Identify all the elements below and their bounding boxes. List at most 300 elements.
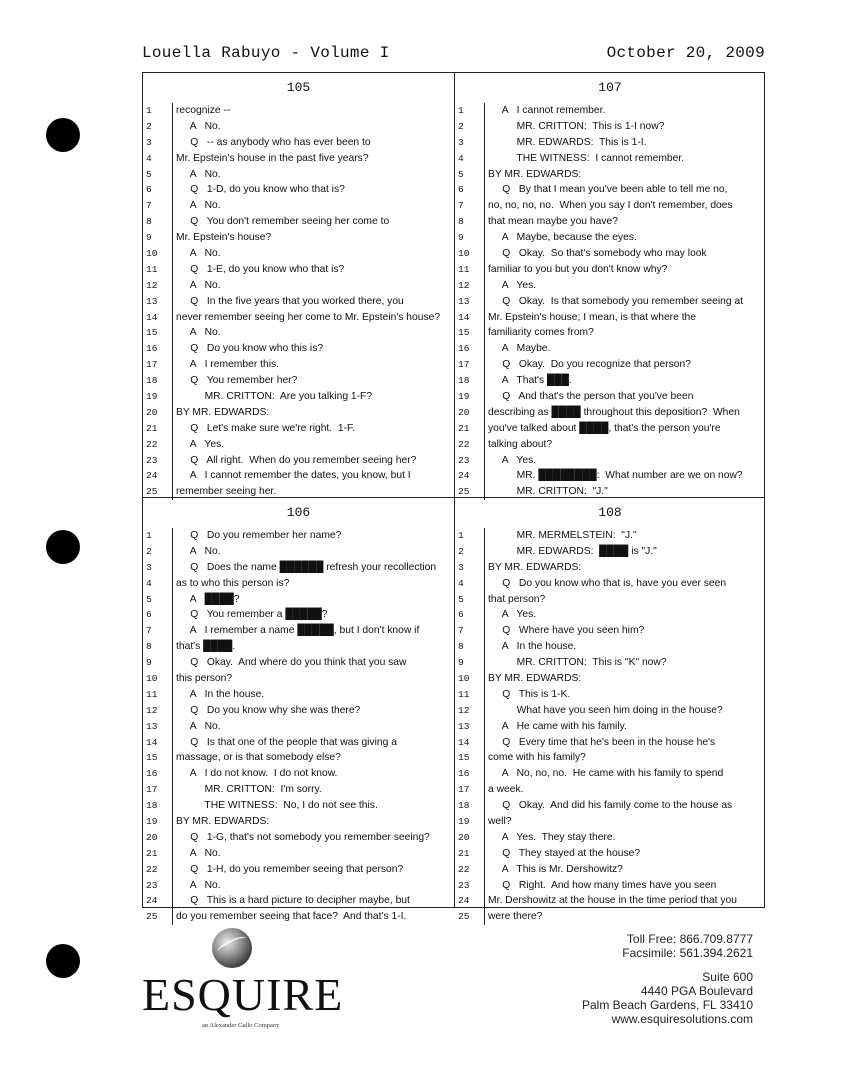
line-text: no, no, no, no. When you say I don't remember, does	[488, 200, 733, 212]
transcript-line	[143, 846, 454, 862]
line-number-rule	[172, 214, 173, 230]
line-text: MR. EDWARDS: This is 1-I.	[488, 136, 647, 148]
line-text: remember seeing her.	[176, 486, 277, 498]
transcript-line	[143, 719, 454, 735]
line-number: 7	[458, 625, 464, 637]
line-text: Q By that I mean you've been able to tell me no,	[488, 184, 728, 196]
line-number: 22	[146, 863, 158, 875]
line-number-rule	[172, 893, 173, 909]
line-text: were there?	[488, 911, 543, 923]
line-text: Q Okay. Is that somebody you remember seeing at	[488, 295, 744, 307]
transcript-line	[455, 389, 765, 405]
line-number-rule	[172, 103, 173, 119]
transcript-line	[143, 341, 454, 357]
line-text: A No.	[176, 545, 221, 557]
line-number: 21	[146, 422, 158, 434]
line-number-rule	[172, 623, 173, 639]
line-number-rule	[172, 814, 173, 830]
line-number: 11	[146, 688, 158, 700]
line-number-rule	[172, 405, 173, 421]
line-number: 12	[146, 704, 158, 716]
transcript-line	[455, 151, 765, 167]
line-number-rule	[484, 639, 485, 655]
line-number: 18	[458, 375, 470, 387]
line-text: A Maybe, because the eyes.	[488, 232, 637, 244]
line-number: 14	[146, 736, 158, 748]
page-number: 105	[286, 80, 311, 95]
transcript-line	[455, 846, 765, 862]
transcript-line	[455, 735, 765, 751]
transcript-line	[143, 703, 454, 719]
line-number-rule	[484, 135, 485, 151]
line-text: Mr. Epstein's house in the past five years?	[176, 152, 369, 164]
transcript-line	[143, 639, 454, 655]
transcript-line	[455, 246, 765, 262]
transcript-line	[143, 750, 454, 766]
line-text: describing as ████ throughout this deposition? When	[488, 406, 740, 418]
line-number: 17	[458, 359, 470, 371]
transcript-line	[455, 294, 765, 310]
line-number-rule	[484, 830, 485, 846]
line-number: 20	[146, 831, 158, 843]
line-text: Q Every time that he's been in the house he's	[488, 736, 716, 748]
line-number: 16	[146, 343, 158, 355]
line-text: talking about?	[488, 438, 553, 450]
line-text: MR. CRITTON: Are you talking 1-F?	[176, 391, 373, 403]
transcript-line	[143, 655, 454, 671]
transcript-line	[455, 103, 765, 119]
transcript-line	[143, 262, 454, 278]
line-text: A No.	[176, 248, 221, 260]
transcript-line	[143, 468, 454, 484]
line-text: BY MR. EDWARDS:	[176, 406, 270, 418]
line-number-rule	[484, 310, 485, 326]
line-text: A In the house.	[488, 641, 577, 653]
line-text: BY MR. EDWARDS:	[176, 816, 270, 828]
line-number-rule	[172, 798, 173, 814]
line-text: A He came with his family.	[488, 720, 627, 732]
line-text: THE WITNESS: I cannot remember.	[488, 152, 685, 164]
line-text: Q Let's make sure we're right. 1-F.	[176, 422, 356, 434]
line-number: 11	[146, 263, 158, 275]
line-number: 4	[146, 577, 152, 589]
transcript-page-105	[143, 73, 454, 497]
transcript-line	[143, 182, 454, 198]
line-text: come with his family?	[488, 752, 586, 764]
transcript-line	[455, 325, 765, 341]
transcript-line	[143, 528, 454, 544]
line-text: A No, no, no. He came with his family to spend	[488, 768, 724, 780]
transcript-line	[143, 862, 454, 878]
line-number-rule	[172, 421, 173, 437]
line-number: 19	[458, 816, 470, 828]
page-number: 107	[598, 80, 622, 95]
transcript-line	[455, 357, 765, 373]
line-text: Q This is 1-K.	[488, 688, 571, 700]
binder-hole-1	[46, 118, 80, 152]
line-number: 16	[458, 343, 470, 355]
line-text: do you remember seeing that face? And that's 1-I.	[176, 911, 407, 923]
transcript-line	[143, 623, 454, 639]
line-number-rule	[484, 198, 485, 214]
transcript-line	[143, 278, 454, 294]
line-number-rule	[484, 405, 485, 421]
line-number: 1	[458, 105, 464, 116]
transcript-line	[143, 830, 454, 846]
transcript-line	[455, 750, 765, 766]
brand-name: ESQUIRE	[142, 969, 344, 1020]
brand-tagline: an Alexander Gallo Company	[202, 1022, 280, 1029]
line-number-rule	[484, 103, 485, 119]
transcript-line	[455, 639, 765, 655]
line-number-rule	[172, 151, 173, 167]
line-text: BY MR. EDWARDS:	[488, 673, 582, 685]
line-text: A No.	[176, 120, 221, 132]
transcript-line	[455, 198, 765, 214]
line-number-rule	[484, 357, 485, 373]
page-lines	[143, 103, 454, 500]
deposition-date: October 20, 2009	[606, 44, 765, 62]
line-text: MR. ████████: What number are we on now?	[488, 470, 743, 482]
line-number: 4	[458, 152, 464, 164]
line-text: Q Does the name ██████ refresh your recollection	[176, 561, 437, 573]
transcript-line	[143, 437, 454, 453]
line-number-rule	[172, 766, 173, 782]
line-number: 14	[458, 311, 470, 323]
line-number: 9	[146, 232, 152, 244]
line-text: Q Do you remember her name?	[176, 530, 342, 541]
line-number-rule	[484, 607, 485, 623]
line-number-rule	[172, 167, 173, 183]
transcript-line	[455, 703, 765, 719]
line-number-rule	[484, 862, 485, 878]
line-number: 22	[458, 438, 470, 450]
line-number-rule	[172, 560, 173, 576]
transcript-line	[143, 357, 454, 373]
transcript-line	[143, 373, 454, 389]
transcript-line	[143, 893, 454, 909]
line-number-rule	[484, 623, 485, 639]
line-number-rule	[172, 750, 173, 766]
line-number: 1	[146, 530, 152, 541]
line-text: MR. EDWARDS: ████ is "J."	[488, 545, 657, 557]
transcript-line	[455, 830, 765, 846]
facsimile: Facsimile: 561.394.2621	[622, 946, 753, 960]
line-number-rule	[172, 592, 173, 608]
line-text: Q All right. When do you remember seeing her?	[176, 454, 417, 466]
line-number-rule	[484, 671, 485, 687]
line-number: 8	[458, 641, 464, 653]
line-text: Mr. Epstein's house; I mean, is that where the	[488, 311, 697, 323]
line-number-rule	[172, 607, 173, 623]
line-text: A No.	[176, 327, 221, 339]
line-number-rule	[484, 437, 485, 453]
line-text: familiarity comes from?	[488, 327, 594, 339]
line-number: 9	[146, 657, 152, 669]
line-text: MR. CRITTON: "J."	[488, 486, 608, 498]
line-number: 5	[146, 168, 152, 180]
line-number-rule	[172, 341, 173, 357]
line-number-rule	[484, 909, 485, 925]
line-text: MR. CRITTON: This is 1-I now?	[488, 120, 665, 132]
line-number: 18	[146, 375, 158, 387]
line-text: MR. CRITTON: I'm sorry.	[176, 784, 322, 796]
line-number: 7	[458, 200, 464, 212]
suite: Suite 600	[702, 970, 753, 984]
transcript-line	[143, 325, 454, 341]
transcript-line	[455, 814, 765, 830]
line-number: 8	[146, 641, 152, 653]
line-number-rule	[484, 167, 485, 183]
line-text: that mean maybe you have?	[488, 216, 618, 228]
transcript-line	[455, 119, 765, 135]
line-text: A That's ███.	[488, 375, 572, 387]
line-text: Q 1-D, do you know who that is?	[176, 184, 345, 196]
transcript-line	[143, 544, 454, 560]
line-number: 14	[458, 736, 470, 748]
line-text: Q Right. And how many times have you seen	[488, 879, 717, 891]
line-number-rule	[484, 325, 485, 341]
line-number: 5	[458, 168, 464, 180]
line-number: 20	[146, 406, 158, 418]
line-text: A No.	[176, 720, 221, 732]
line-text: massage, or is that somebody else?	[176, 752, 341, 764]
line-text: A I remember a name █████, but I don't know if	[176, 625, 420, 637]
binder-hole-2	[46, 530, 80, 564]
line-number: 10	[146, 673, 158, 685]
line-text: Q This is a hard picture to decipher maybe, but	[176, 895, 410, 907]
line-text: Q Do you know who this is?	[176, 343, 324, 355]
line-text: BY MR. EDWARDS:	[488, 561, 582, 573]
line-number: 2	[146, 120, 152, 132]
line-number: 19	[146, 816, 158, 828]
transcript-line	[455, 262, 765, 278]
line-text: recognize --	[176, 105, 231, 116]
transcript-line	[143, 135, 454, 151]
line-number-rule	[484, 214, 485, 230]
line-text: you've talked about ████, that's the person you're	[488, 422, 721, 434]
line-number-rule	[484, 544, 485, 560]
transcript-line	[455, 782, 765, 798]
line-text: A Maybe.	[488, 343, 551, 355]
line-number: 8	[458, 216, 464, 228]
line-number: 17	[146, 784, 158, 796]
line-number: 7	[146, 200, 152, 212]
line-text: MR. CRITTON: This is "K" now?	[488, 657, 667, 669]
line-text: A I cannot remember.	[488, 105, 606, 116]
transcript-line	[455, 453, 765, 469]
line-number: 3	[458, 561, 464, 573]
transcript-line	[455, 167, 765, 183]
transcript-line	[143, 294, 454, 310]
line-number: 14	[146, 311, 158, 323]
page-number: 106	[286, 505, 311, 520]
line-text: as to who this person is?	[176, 577, 290, 589]
line-number: 5	[146, 593, 152, 605]
line-number: 16	[146, 768, 158, 780]
line-number-rule	[484, 294, 485, 310]
line-number: 13	[146, 295, 158, 307]
line-number: 6	[458, 609, 464, 621]
transcript-line	[455, 528, 765, 544]
line-text: A No.	[176, 200, 221, 212]
transcript-line	[143, 560, 454, 576]
line-number: 15	[146, 752, 158, 764]
transcript-line	[455, 576, 765, 592]
line-text: A No.	[176, 279, 221, 291]
line-number-rule	[172, 389, 173, 405]
line-number-rule	[172, 671, 173, 687]
line-text: Q You remember her?	[176, 375, 298, 387]
line-number: 3	[146, 136, 152, 148]
line-text: Q Do you know who that is, have you ever seen	[488, 577, 727, 589]
line-text: MR. MERMELSTEIN: "J."	[488, 530, 637, 541]
line-text: A Yes. They stay there.	[488, 831, 616, 843]
transcript-page-107	[455, 73, 765, 497]
line-number: 23	[458, 454, 470, 466]
line-text: A I do not know. I do not know.	[176, 768, 338, 780]
line-number: 1	[146, 105, 152, 116]
transcript-line	[455, 341, 765, 357]
transcript-line	[455, 310, 765, 326]
line-number: 17	[146, 359, 158, 371]
line-number-rule	[172, 655, 173, 671]
transcript-line	[455, 671, 765, 687]
transcript-line	[455, 230, 765, 246]
line-text: A Yes.	[176, 438, 225, 450]
line-number: 21	[146, 847, 158, 859]
line-number: 4	[458, 577, 464, 589]
transcript-line	[455, 544, 765, 560]
line-number: 7	[146, 625, 152, 637]
line-number-rule	[172, 878, 173, 894]
contact-phones	[622, 932, 753, 960]
line-number-rule	[172, 119, 173, 135]
line-number: 5	[458, 593, 464, 605]
line-number: 25	[146, 486, 158, 498]
transcript-line	[143, 453, 454, 469]
line-text: Q 1-E, do you know who that is?	[176, 263, 345, 275]
transcript-line	[455, 623, 765, 639]
line-number: 3	[458, 136, 464, 148]
line-text: a week.	[488, 784, 524, 796]
line-number-rule	[484, 468, 485, 484]
transcript-line	[455, 437, 765, 453]
line-number-rule	[484, 592, 485, 608]
line-text: A Yes.	[488, 454, 537, 466]
line-number: 25	[458, 486, 470, 498]
line-number-rule	[172, 735, 173, 751]
line-text: familiar to you but you don't know why?	[488, 263, 668, 275]
line-number: 19	[458, 391, 470, 403]
line-text: Q And that's the person that you've been	[488, 391, 694, 403]
line-number-rule	[484, 560, 485, 576]
line-number: 4	[146, 152, 152, 164]
line-number-rule	[172, 325, 173, 341]
transcript-line	[143, 167, 454, 183]
transcript-line	[143, 814, 454, 830]
transcript-line	[143, 198, 454, 214]
line-number-rule	[484, 341, 485, 357]
line-number: 13	[458, 720, 470, 732]
line-number-rule	[172, 294, 173, 310]
line-text: never remember seeing her come to Mr. Epstein's house?	[176, 311, 441, 323]
line-number-rule	[484, 846, 485, 862]
transcript-line	[455, 135, 765, 151]
transcript-line	[143, 246, 454, 262]
line-number-rule	[172, 230, 173, 246]
line-text: A ████?	[176, 593, 240, 605]
line-number: 19	[146, 391, 158, 403]
line-number-rule	[484, 453, 485, 469]
line-number: 21	[458, 422, 470, 434]
transcript-line	[143, 421, 454, 437]
transcript-line	[455, 766, 765, 782]
line-number-rule	[172, 135, 173, 151]
line-number: 13	[146, 720, 158, 732]
line-number: 12	[458, 279, 470, 291]
line-number: 24	[146, 470, 158, 482]
page-lines	[455, 103, 765, 500]
line-text: Mr. Dershowitz at the house in the time period that you	[488, 895, 737, 907]
page-lines	[143, 528, 454, 925]
transcript-line	[143, 687, 454, 703]
line-text: this person?	[176, 673, 233, 685]
line-number-rule	[172, 528, 173, 544]
website[interactable]: www.esquiresolutions.com	[611, 1012, 753, 1026]
line-text: A Yes.	[488, 609, 537, 621]
line-text: Q You don't remember seeing her come to	[176, 216, 390, 228]
line-number-rule	[172, 198, 173, 214]
line-number: 22	[458, 863, 470, 875]
line-number: 12	[458, 704, 470, 716]
transcript-line	[143, 119, 454, 135]
transcript-line	[143, 735, 454, 751]
line-number-rule	[172, 373, 173, 389]
line-number: 2	[458, 120, 464, 132]
transcript-line	[455, 909, 765, 925]
line-text: Mr. Epstein's house?	[176, 232, 272, 244]
line-number: 12	[146, 279, 158, 291]
line-number-rule	[484, 262, 485, 278]
line-text: Q 1-H, do you remember seeing that person?	[176, 863, 404, 875]
line-number-rule	[172, 909, 173, 925]
line-number: 10	[458, 248, 470, 260]
line-number-rule	[172, 782, 173, 798]
line-number-rule	[172, 846, 173, 862]
transcript-line	[143, 405, 454, 421]
line-number: 23	[146, 454, 158, 466]
line-number-rule	[484, 703, 485, 719]
transcript-line	[455, 719, 765, 735]
line-text: Q Okay. So that's somebody who may look	[488, 248, 707, 260]
line-number: 8	[146, 216, 152, 228]
line-number-rule	[484, 182, 485, 198]
line-number: 6	[146, 184, 152, 196]
line-number-rule	[484, 421, 485, 437]
page-number: 108	[598, 505, 622, 520]
line-number-rule	[484, 119, 485, 135]
esquire-logo	[142, 928, 344, 1038]
transcript-line	[455, 560, 765, 576]
line-number: 20	[458, 406, 470, 418]
transcript-line	[455, 607, 765, 623]
transcript-line	[143, 798, 454, 814]
line-number-rule	[484, 878, 485, 894]
line-text: that person?	[488, 593, 546, 605]
line-text: THE WITNESS: No, I do not see this.	[176, 800, 378, 812]
line-text: A Yes.	[488, 279, 537, 291]
